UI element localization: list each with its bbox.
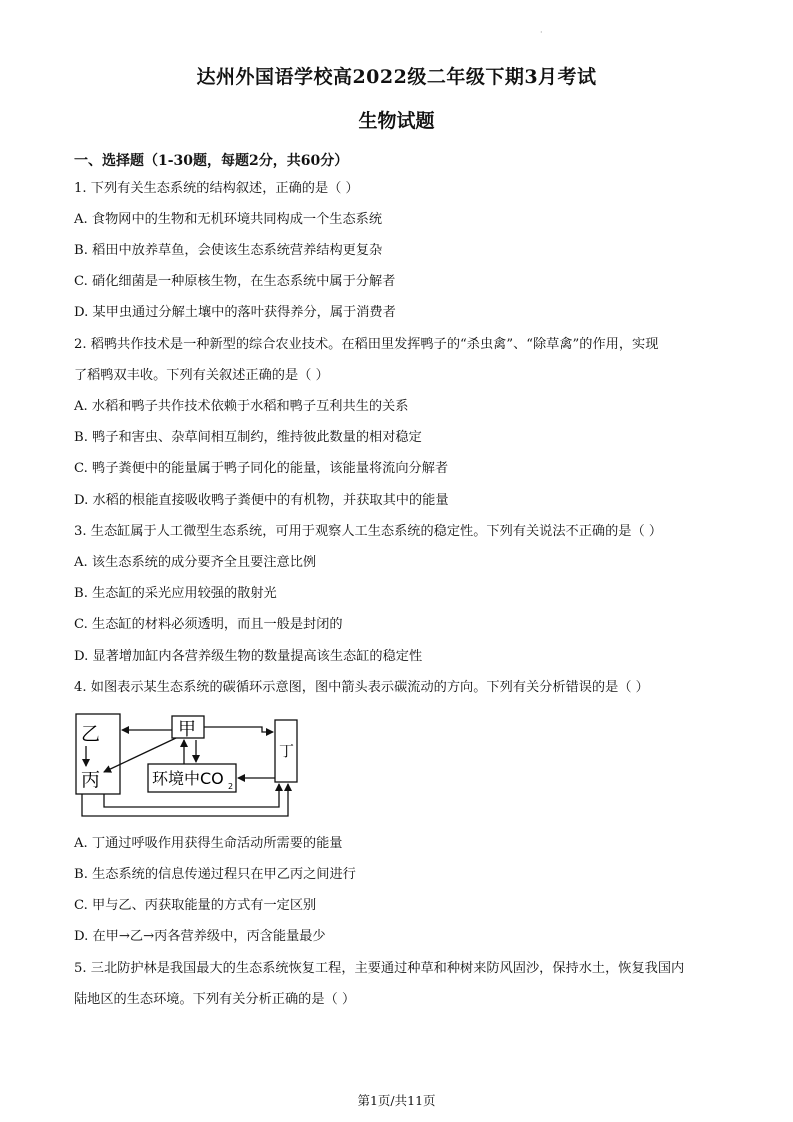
- question-1-option-c: C. 硝化细菌是一种原核生物，在生态系统中属于分解者: [74, 274, 396, 289]
- question-1-option-b: B. 稻田中放养草鱼，会使该生态系统营养结构更复杂: [74, 243, 383, 258]
- section-heading: 一、选择题（1-30题，每题2分，共60分）: [74, 153, 349, 169]
- question-2-option-d: D. 水稻的根能直接吸收鸭子粪便中的有机物，并获取其中的能量: [74, 493, 449, 508]
- question-2-stem-line-2: 了稻鸭双丰收。下列有关叙述正确的是（ ）: [74, 368, 329, 383]
- label-ding: 丁: [279, 742, 295, 760]
- question-1-option-d: D. 某甲虫通过分解土壤中的落叶获得养分，属于消费者: [74, 305, 396, 320]
- arrow-bing-to-ding: [82, 784, 288, 816]
- label-yi: 乙: [81, 723, 101, 745]
- question-3-option-a: A. 该生态系统的成分要齐全且要注意比例: [74, 555, 317, 570]
- question-3-stem: 3. 生态缸属于人工微型生态系统，可用于观察人工生态系统的稳定性。下列有关说法不正确的是（ ）: [74, 524, 663, 539]
- question-5-stem-line-2: 陆地区的生态环境。下列有关分析正确的是（ ）: [74, 992, 356, 1007]
- carbon-cycle-diagram: [72, 710, 312, 820]
- arrow-jia-to-bing: [104, 738, 176, 772]
- label-jia: 甲: [178, 719, 196, 740]
- question-2-stem-line-1: 2. 稻鸭共作技术是一种新型的综合农业技术。在稻田里发挥鸭子的“杀虫禽”、“除草禽”的作用，实现: [74, 337, 659, 352]
- question-1-stem: 1. 下列有关生态系统的结构叙述，正确的是（ ）: [74, 181, 359, 196]
- question-4-option-c: C. 甲与乙、丙获取能量的方式有一定区别: [74, 898, 317, 913]
- page-footer: 第1页/共11页: [357, 1093, 436, 1108]
- arrow-jia-to-ding: [204, 727, 273, 732]
- question-4-option-d: D. 在甲→乙→丙各营养级中，丙含能量最少: [74, 929, 326, 944]
- label-env: 环境中CO: [152, 769, 224, 788]
- question-2-option-a: A. 水稻和鸭子共作技术依赖于水稻和鸭子互利共生的关系: [74, 399, 409, 414]
- question-3-option-d: D. 显著增加缸内各营养级生物的数量提高该生态缸的稳定性: [74, 649, 423, 664]
- question-2-option-b: B. 鸭子和害虫、杂草间相互制约，维持彼此数量的相对稳定: [74, 430, 422, 445]
- question-3-option-b: B. 生态缸的采光应用较强的散射光: [74, 586, 277, 601]
- exam-subject: 生物试题: [358, 110, 435, 132]
- label-env-subscript: 2: [228, 782, 234, 791]
- corner-mark: ·: [540, 28, 543, 37]
- question-3-option-c: C. 生态缸的材料必须透明，而且一般是封闭的: [74, 617, 343, 632]
- question-4-option-b: B. 生态系统的信息传递过程只在甲乙丙之间进行: [74, 867, 356, 882]
- question-4-stem: 4. 如图表示某生态系统的碳循环示意图，图中箭头表示碳流动的方向。下列有关分析错误的是（ ）: [74, 680, 649, 695]
- question-5-stem-line-1: 5. 三北防护林是我国最大的生态系统恢复工程，主要通过种草和种树来防风固沙，保持水土，恢复我国内: [74, 961, 685, 976]
- question-2-option-c: C. 鸭子粪便中的能量属于鸭子同化的能量，该能量将流向分解者: [74, 461, 449, 476]
- exam-title: 达州外国语学校高2022级二年级下期3月考试: [196, 66, 597, 88]
- question-4-option-a: A. 丁通过呼吸作用获得生命活动所需要的能量: [74, 836, 343, 851]
- question-1-option-a: A. 食物网中的生物和无机环境共同构成一个生态系统: [74, 212, 383, 227]
- label-bing: 丙: [81, 769, 101, 791]
